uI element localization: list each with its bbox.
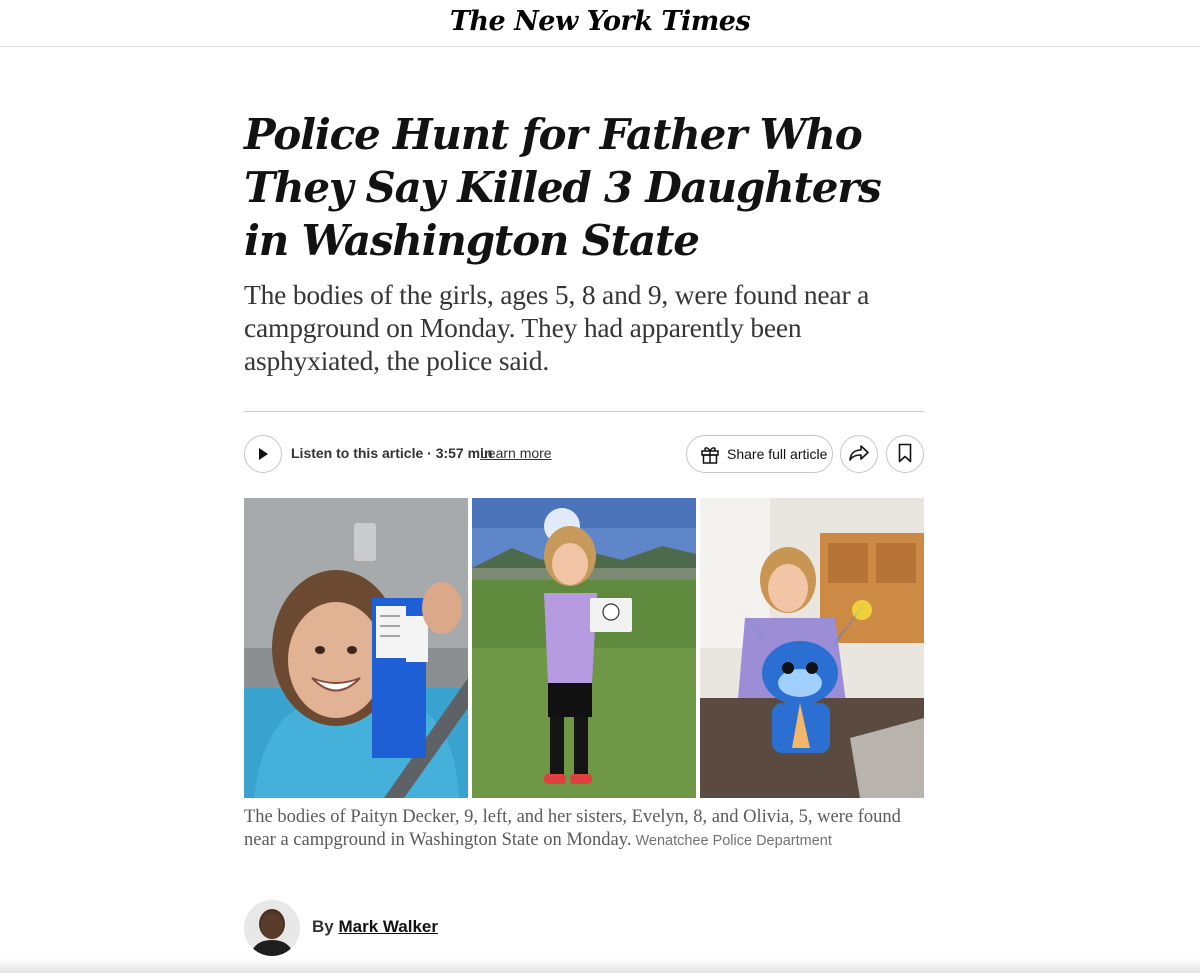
listen-label: Listen to this article · 3:57 min [291, 445, 493, 461]
bookmark-icon [898, 443, 912, 466]
forward-arrow-icon [848, 444, 870, 465]
photo-gallery [244, 498, 924, 798]
article-header [244, 108, 924, 497]
divider [244, 411, 924, 412]
photo-evelyn [472, 498, 696, 798]
play-audio-button[interactable] [244, 435, 282, 473]
byline-text [312, 917, 438, 937]
nyt-logo[interactable]: The New York Times [449, 6, 751, 37]
share-full-article-button[interactable] [686, 435, 833, 473]
photo-credit: Wenatchee Police Department [635, 833, 832, 849]
photo-caption [244, 806, 924, 853]
byline [244, 900, 644, 956]
photo-paityn [244, 498, 468, 798]
summary: The bodies of the girls, ages 5, 8 and 9, were found near a campground on Monday. They had apparently been asphyxiated, the police said. [244, 279, 870, 376]
author-avatar[interactable] [244, 900, 300, 956]
masthead [0, 0, 1200, 47]
share-label: Share full article [727, 446, 828, 462]
headline: Police Hunt for Father Who They Say Killed 3 Daughters in Washington State [244, 110, 881, 265]
gift-icon [699, 443, 721, 465]
photo-olivia [700, 498, 924, 798]
byline-prefix: By [312, 917, 334, 936]
save-button[interactable] [886, 435, 924, 473]
author-link[interactable]: Mark Walker [338, 917, 438, 936]
learn-more-link[interactable]: Learn more [480, 445, 552, 461]
play-icon [256, 447, 270, 461]
share-button[interactable] [840, 435, 878, 473]
bottom-fade [0, 958, 1200, 973]
article-toolbar [244, 435, 924, 497]
caption-text: The bodies of Paityn Decker, 9, left, and her sisters, Evelyn, 8, and Olivia, 5, were found near a campground in Washington State on Monday. [244, 807, 901, 850]
